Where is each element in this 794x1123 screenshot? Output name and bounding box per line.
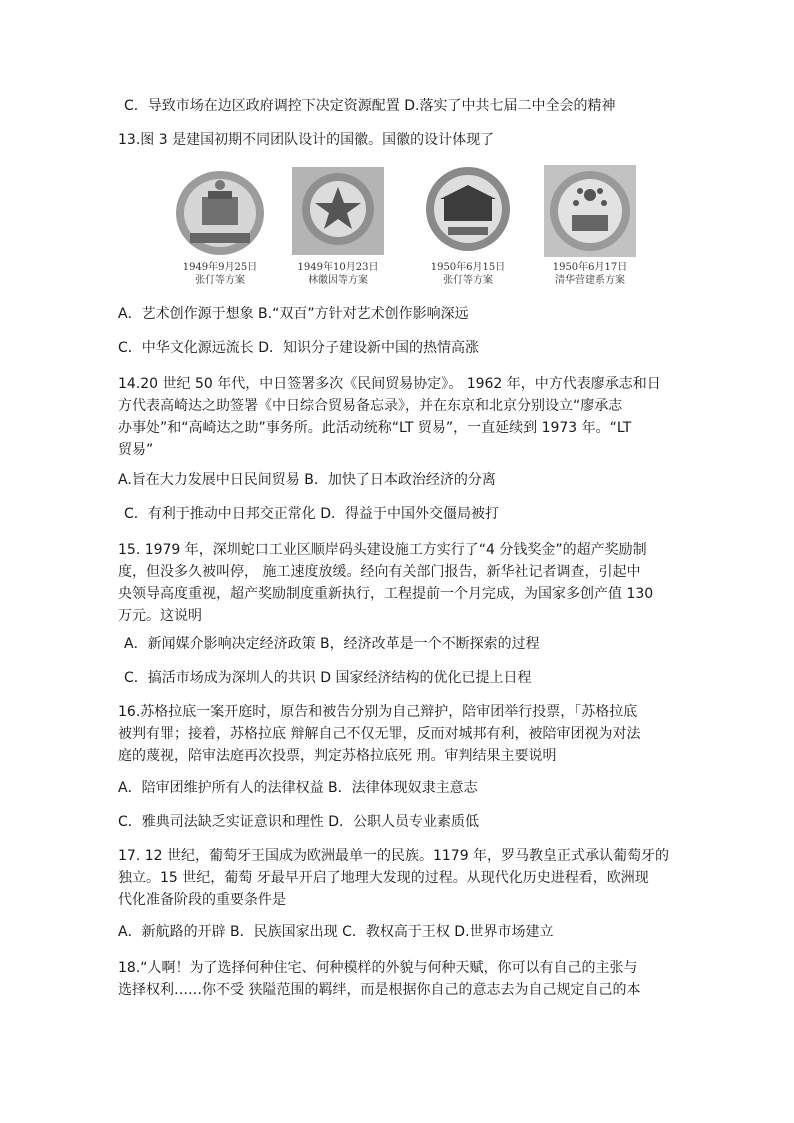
q13-option-ab: A．艺术创作源于想象 B.“双百”方针对艺术创作影响深远 <box>118 306 469 322</box>
emblem-stars-icon <box>540 163 640 259</box>
emblem-star-icon <box>288 163 388 259</box>
q17-options: A．新航路的开辟 B．民族国家出现 C．教权高于王权 D.世界市场建立 <box>118 924 554 940</box>
q16-option-cd: C．雅典司法缺乏实证意识和理性 D．公职人员专业素质低 <box>118 814 480 830</box>
q15-stem-line-2: 度，但没多久被叫停， 施工速度放缓。经向有关部门报告，新华社记者调查，引起中 <box>118 564 641 580</box>
q17-stem-line-3: 代化准备阶段的重要条件是 <box>118 892 286 908</box>
q15-option-cd: C．搞活市场成为深圳人的共识 D 国家经济结构的优化已提上日程 <box>124 670 532 686</box>
emblem-tiananmen-icon <box>160 163 280 259</box>
q16-option-ab: A．陪审团维护所有人的法律权益 B．法律体现奴隶主意志 <box>118 780 478 796</box>
caption-3: 1950年6月15日 张仃等方案 <box>430 262 506 286</box>
option-line-12cd: C．导致市场在边区政府调控下决定资源配置 D.落实了中共七届二中全会的精神 <box>124 98 616 114</box>
q18-stem-line-2: 选择权利……你不受 狭隘范围的羁绊，而是根据你自己的意志去为自己规定自己的本 <box>118 982 641 998</box>
emblem-gate-icon <box>418 163 518 259</box>
q13-option-cd: C．中华文化源远流长 D．知识分子建设新中国的热情高涨 <box>118 340 480 356</box>
caption-2: 1949年10月23日 林徽因等方案 <box>297 262 379 286</box>
q16-stem-line-3: 庭的蔑视，陪审法庭再次投票，判定苏格拉底死 刑。审判结果主要说明 <box>118 748 557 764</box>
q14-stem-line-2: 方代表高崎达之助签署《中日综合贸易备忘录》，并在东京和北京分别设立“廖承志 <box>118 398 623 414</box>
caption-1: 1949年9月25日 张仃等方案 <box>182 262 258 286</box>
caption-4: 1950年6月17日 清华营建系方案 <box>552 262 628 286</box>
q14-stem-line-1: 14.20 世纪 50 年代，中日签署多次《民间贸易协定》。 1962 年，中方代表廖承志和日 <box>118 376 661 392</box>
q14-stem-line-4: 贸易” <box>118 442 154 458</box>
q15-option-ab: A．新闻媒介影响决定经济政策 B，经济改革是一个不断探索的过程 <box>124 636 540 652</box>
q17-stem-line-2: 独立。15 世纪，葡萄 牙最早开启了地理大发现的过程。从现代化历史进程看，欧洲现 <box>118 870 649 886</box>
q15-stem-line-4: 万元。这说明 <box>118 608 202 624</box>
figure-3-emblems <box>160 163 640 288</box>
q15-stem-line-1: 15. 1979 年，深圳蛇口工业区顺岸码头建设施工方实行了“4 分钱奖金”的超产奖励制 <box>118 542 647 558</box>
question-13-stem: 13.图 3 是建国初期不同团队设计的国徽。国徽的设计体现了 <box>118 132 495 148</box>
q16-stem-line-1: 16.苏格拉底一案开庭时，原告和被告分别为自己辩护，陪审团举行投票，「苏格拉底 <box>118 704 638 720</box>
q14-option-ab: A.旨在大力发展中日民间贸易 B．加快了日本政治经济的分离 <box>118 472 496 488</box>
q16-stem-line-2: 被判有罪；接着，苏格拉底 辩解自己不仅无罪，反而对城邦有利，被陪审团视为对法 <box>118 726 641 742</box>
q18-stem-line-1: 18.“人啊！为了选择何种住宅、何种模样的外貌与何种天赋，你可以有自己的主张与 <box>118 960 638 976</box>
q17-stem-line-1: 17. 12 世纪，葡萄牙王国成为欧洲最单一的民族。1179 年，罗马教皇正式承认葡萄牙的 <box>118 848 670 864</box>
q15-stem-line-3: 央领导高度重视，超产奖励制度重新执行，工程提前一个月完成，为国家多创产值 130 <box>118 586 654 602</box>
q14-stem-line-3: 办事处”和“高崎达之助”事务所。此活动统称“LT 贸易”，一直延续到 1973 年。“LT <box>118 420 632 436</box>
q14-option-cd: C．有利于推动中日邦交正常化 D．得益于中国外交僵局被打 <box>124 506 500 522</box>
